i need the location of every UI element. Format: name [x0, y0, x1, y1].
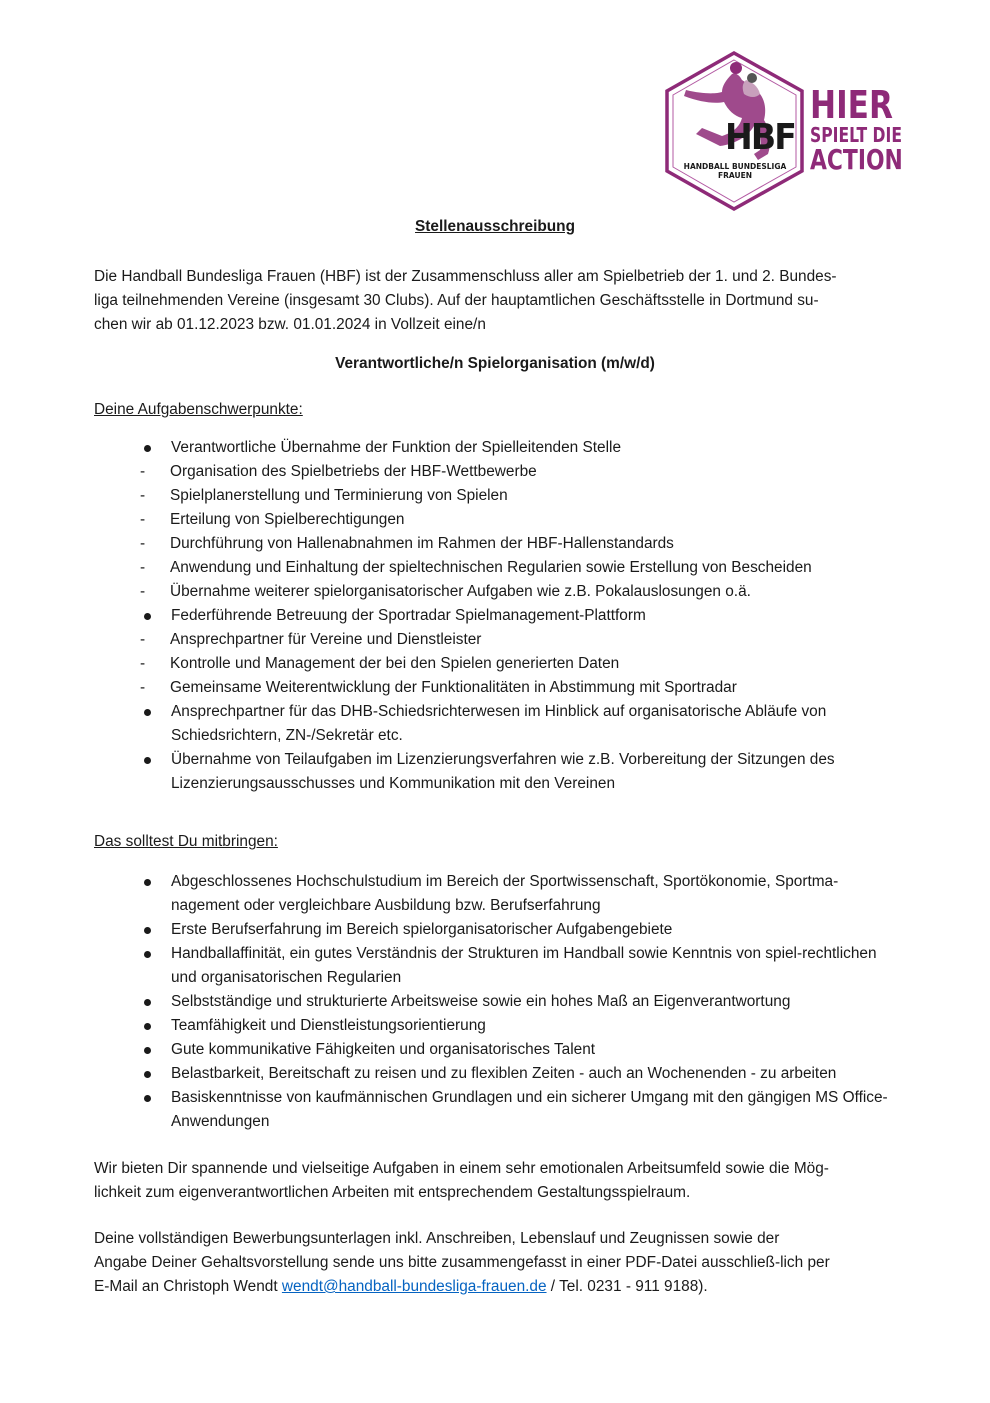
- list-item: [140, 942, 900, 990]
- apply-line: Angabe Deiner Gehaltsvorstellung sende uns bitte zusammengefasst in einer PDF-Datei ausschließ-lich per: [94, 1254, 830, 1271]
- list-item: [140, 870, 900, 918]
- list-item: [140, 918, 900, 942]
- sub-list-item: [140, 556, 900, 580]
- hbf-subtitle: HANDBALL BUNDESLIGA FRAUEN: [683, 162, 787, 180]
- slogan-line-2: SPIELT DIE: [810, 123, 902, 147]
- dash-icon: -: [140, 631, 146, 648]
- dash-icon: -: [140, 559, 146, 576]
- application-paragraph: [94, 1227, 897, 1299]
- sub-list-item: [140, 580, 900, 604]
- apply-line: [94, 1275, 897, 1299]
- sub-item-text: Kontrolle und Management der bei den Spielen generierten Daten: [170, 655, 620, 672]
- sub-list-item: [140, 652, 900, 676]
- sub-list-item: [140, 484, 900, 508]
- dash-icon: -: [140, 655, 146, 672]
- dash-icon: -: [140, 511, 146, 528]
- tasks-heading: Deine Aufgabenschwerpunkte:: [94, 401, 303, 418]
- requirements-heading: Das solltest Du mitbringen:: [94, 833, 278, 850]
- list-item-text: Belastbarkeit, Bereitschaft zu reisen und zu flexiblen Zeiten - auch an Wochenenden - zu arbeiten: [171, 1065, 837, 1082]
- sub-item-text: Organisation des Spielbetriebs der HBF-Wettbewerbe: [170, 463, 537, 480]
- offer-line: lichkeit zum eigenverantwortlichen Arbeiten mit entsprechendem Gestaltungsspielraum.: [94, 1184, 691, 1201]
- page-title: Stellenausschreibung: [415, 218, 575, 235]
- list-item: [140, 604, 900, 628]
- list-item-text: Verantwortliche Übernahme der Funktion der Spielleitenden Stelle: [171, 439, 622, 456]
- dash-icon: -: [140, 463, 146, 480]
- sub-item-text: Erteilung von Spielberechtigungen: [170, 511, 405, 528]
- intro-paragraph: [94, 265, 897, 337]
- list-item: [140, 990, 900, 1014]
- slogan-line-1: HIER: [810, 83, 893, 127]
- sub-item-text: Durchführung von Hallenabnahmen im Rahmen der HBF-Hallenstandards: [170, 535, 674, 552]
- sub-item-text: Gemeinsame Weiterentwicklung der Funktionalitäten in Abstimmung mit Sportradar: [170, 679, 737, 696]
- sub-list-item: [140, 676, 900, 700]
- list-item-text: Basiskenntnisse von kaufmännischen Grundlagen und ein sicherer Umgang mit den gängigen MS Office-Anwendungen: [171, 1089, 888, 1130]
- offer-line: Wir bieten Dir spannende und vielseitige Aufgaben in einem sehr emotionalen Arbeitsumfeld sowie die Mög-: [94, 1160, 829, 1177]
- dash-icon: -: [140, 487, 146, 504]
- list-item: [140, 1062, 900, 1086]
- apply-text: E-Mail an Christoph Wendt: [94, 1278, 282, 1295]
- list-item-text: Gute kommunikative Fähigkeiten und organisatorisches Talent: [171, 1041, 596, 1058]
- intro-line: liga teilnehmenden Vereine (insgesamt 30 Clubs). Auf der hauptamtlichen Geschäftsstelle in Dortmund su-: [94, 292, 819, 309]
- list-item-text: Selbstständige und strukturierte Arbeitsweise sowie ein hohes Maß an Eigenverantwortung: [171, 993, 791, 1010]
- hbf-logo: [662, 50, 903, 212]
- sub-list-item: [140, 460, 900, 484]
- sub-item-text: Übernahme weiterer spielorganisatorischer Aufgaben wie z.B. Pokalauslosungen o.ä.: [170, 583, 751, 600]
- email-link[interactable]: wendt@handball-bundesliga-frauen.de: [281, 1278, 547, 1295]
- list-item: [140, 700, 900, 748]
- tasks-list: [140, 436, 900, 796]
- list-item-text: Handballaffinität, ein gutes Verständnis der Strukturen im Handball sowie Kenntnis von spiel-rechtlichen und organisatorischen Regularien: [171, 945, 877, 986]
- list-item: [140, 1014, 900, 1038]
- list-item-text: Abgeschlossenes Hochschulstudium im Bereich der Sportwissenschaft, Sportökonomie, Sportma-nagement oder vergleichbare Ausbildung bzw. Berufserfahrung: [171, 873, 839, 914]
- dash-icon: -: [140, 535, 146, 552]
- sub-list-item: [140, 532, 900, 556]
- list-item-text: Ansprechpartner für das DHB-Schiedsrichterwesen im Hinblick auf organisatorische Abläufe von Schiedsrichtern, ZN-/Sekretär etc.: [171, 703, 827, 744]
- slogan-line-3: ACTION: [810, 143, 903, 176]
- requirements-list: [140, 870, 900, 1134]
- hex-emblem: [662, 50, 807, 212]
- list-item-text: Übernahme von Teilaufgaben im Lizenzierungsverfahren wie z.B. Vorbereitung der Sitzungen des Lizenzierungsausschusses und Kommunikation mit den Vereinen: [171, 751, 835, 792]
- list-item: [140, 1086, 900, 1134]
- intro-line: Die Handball Bundesliga Frauen (HBF) ist der Zusammenschluss aller am Spielbetrieb der 1. und 2. Bundes-: [94, 268, 837, 285]
- list-item: [140, 748, 900, 796]
- offer-paragraph: [94, 1157, 897, 1205]
- dash-icon: -: [140, 583, 146, 600]
- sub-item-text: Anwendung und Einhaltung der spieltechnischen Regularien sowie Erstellung von Bescheiden: [170, 559, 812, 576]
- intro-line: chen wir ab 01.12.2023 bzw. 01.01.2024 in Vollzeit eine/n: [94, 316, 486, 333]
- list-item-text: Teamfähigkeit und Dienstleistungsorientierung: [171, 1017, 486, 1034]
- sub-list-item: [140, 508, 900, 532]
- apply-line: Deine vollständigen Bewerbungsunterlagen inkl. Anschreiben, Lebenslauf und Zeugnissen sowie der: [94, 1230, 780, 1247]
- job-role-title: Verantwortliche/n Spielorganisation (m/w/d): [335, 355, 655, 372]
- list-item: [140, 1038, 900, 1062]
- sub-list-item: [140, 628, 900, 652]
- list-item-text: Federführende Betreuung der Sportradar Spielmanagement-Plattform: [171, 607, 646, 624]
- list-item-text: Erste Berufserfahrung im Bereich spielorganisatorischer Aufgabengebiete: [171, 921, 673, 938]
- dash-icon: -: [140, 679, 146, 696]
- list-item: [140, 436, 900, 460]
- sub-item-text: Ansprechpartner für Vereine und Dienstleister: [170, 631, 482, 648]
- logo-slogan: [810, 83, 903, 176]
- sub-item-text: Spielplanerstellung und Terminierung von Spielen: [170, 487, 508, 504]
- hbf-wordmark: HBF: [725, 117, 796, 158]
- apply-text: / Tel. 0231 - 911 9188).: [546, 1278, 708, 1295]
